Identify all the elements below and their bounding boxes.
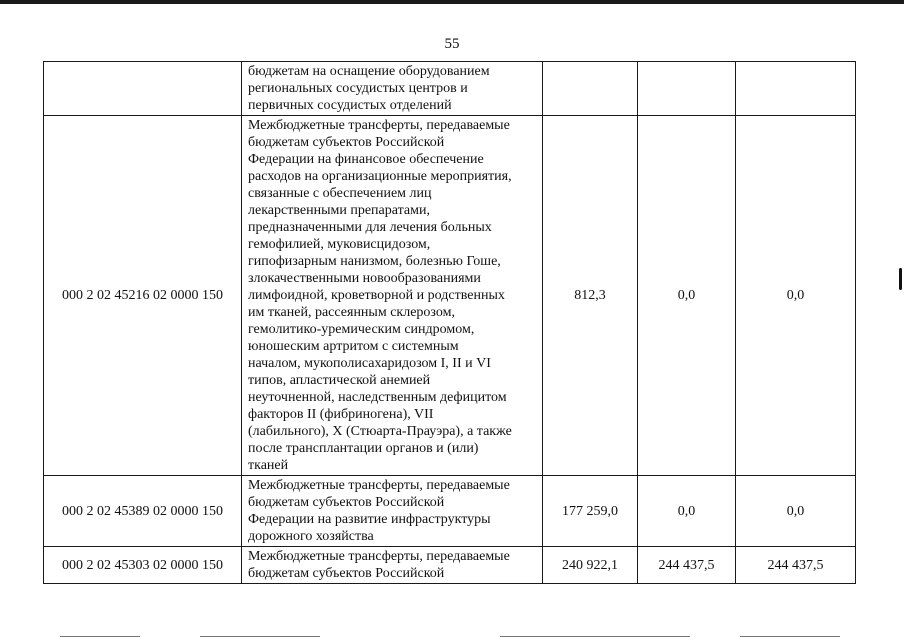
description-line: тканей bbox=[248, 458, 289, 473]
value-cell-1: 177 259,0 bbox=[543, 476, 638, 547]
description-line: гемофилией, муковисцидозом, bbox=[248, 237, 431, 252]
description-line: Межбюджетные трансферты, передаваемые bbox=[248, 549, 510, 564]
description-line: неуточненной, наследственным дефицитом bbox=[248, 390, 507, 405]
table-row bbox=[44, 476, 856, 547]
description-line: Федерации на финансовое обеспечение bbox=[248, 152, 484, 167]
budget-code-cell: 000 2 02 45216 02 0000 150 bbox=[44, 116, 242, 476]
description-line: Межбюджетные трансферты, передаваемые bbox=[248, 118, 510, 133]
description-line: юношеским артритом с системным bbox=[248, 339, 459, 354]
description-line: бюджетам на оснащение оборудованием bbox=[248, 64, 490, 79]
description-line: началом, мукополисахаридозом I, II и VI bbox=[248, 356, 491, 371]
description-line: бюджетам субъектов Российской bbox=[248, 135, 445, 150]
description-line: бюджетам субъектов Российской bbox=[248, 495, 445, 510]
page-number: 55 bbox=[444, 36, 460, 52]
description-cell bbox=[242, 116, 543, 476]
description-line: лимфоидной, кроветворной и родственных bbox=[248, 288, 505, 303]
budget-table bbox=[43, 61, 856, 584]
value-cell-3: 0,0 bbox=[736, 116, 856, 476]
value-cell-2 bbox=[638, 62, 736, 116]
scan-artifact-lines bbox=[0, 636, 904, 638]
description-cell bbox=[242, 476, 543, 547]
description-line: Межбюджетные трансферты, передаваемые bbox=[248, 478, 510, 493]
description-line: связанные с обеспечением лиц bbox=[248, 186, 432, 201]
description-line: лекарственными препаратами, bbox=[248, 203, 430, 218]
value-cell-2: 244 437,5 bbox=[638, 547, 736, 584]
description-cell bbox=[242, 62, 543, 116]
budget-code-cell bbox=[44, 62, 242, 116]
budget-code-cell: 000 2 02 45389 02 0000 150 bbox=[44, 476, 242, 547]
description-line: региональных сосудистых центров и bbox=[248, 81, 468, 96]
description-line: первичных сосудистых отделений bbox=[248, 98, 452, 113]
description-line: факторов II (фибриногена), VII bbox=[248, 407, 434, 422]
description-line: злокачественными новообразованиями bbox=[248, 271, 481, 286]
value-cell-3 bbox=[736, 62, 856, 116]
scan-line bbox=[60, 636, 140, 637]
budget-code-cell: 000 2 02 45303 02 0000 150 bbox=[44, 547, 242, 584]
description-line: Федерации на развитие инфраструктуры bbox=[248, 512, 491, 527]
scan-line bbox=[740, 636, 840, 637]
description-line: (лабильного), X (Стюарта-Прауэра), а также bbox=[248, 424, 512, 439]
table-row bbox=[44, 62, 856, 116]
description-line: предназначенными для лечения больных bbox=[248, 220, 492, 235]
description-line: дорожного хозяйства bbox=[248, 529, 374, 544]
top-border bbox=[0, 0, 904, 4]
description-line: типов, апластической анемией bbox=[248, 373, 431, 388]
scan-line bbox=[200, 636, 320, 637]
description-line: гемолитико-уремическим синдромом, bbox=[248, 322, 475, 337]
table-row bbox=[44, 547, 856, 584]
value-cell-2: 0,0 bbox=[638, 476, 736, 547]
description-line: после трансплантации органов и (или) bbox=[248, 441, 479, 456]
value-cell-3: 244 437,5 bbox=[736, 547, 856, 584]
value-cell-3: 0,0 bbox=[736, 476, 856, 547]
description-line: бюджетам субъектов Российской bbox=[248, 566, 445, 581]
description-cell bbox=[242, 547, 543, 584]
value-cell-1: 240 922,1 bbox=[543, 547, 638, 584]
value-cell-1 bbox=[543, 62, 638, 116]
description-line: расходов на организационные мероприятия, bbox=[248, 169, 512, 184]
scan-line bbox=[500, 636, 690, 637]
table-row bbox=[44, 116, 856, 476]
margin-mark bbox=[899, 268, 902, 290]
description-line: гипофизарным нанизмом, болезнью Гоше, bbox=[248, 254, 501, 269]
value-cell-2: 0,0 bbox=[638, 116, 736, 476]
description-line: им тканей, рассеянным склерозом, bbox=[248, 305, 455, 320]
value-cell-1: 812,3 bbox=[543, 116, 638, 476]
